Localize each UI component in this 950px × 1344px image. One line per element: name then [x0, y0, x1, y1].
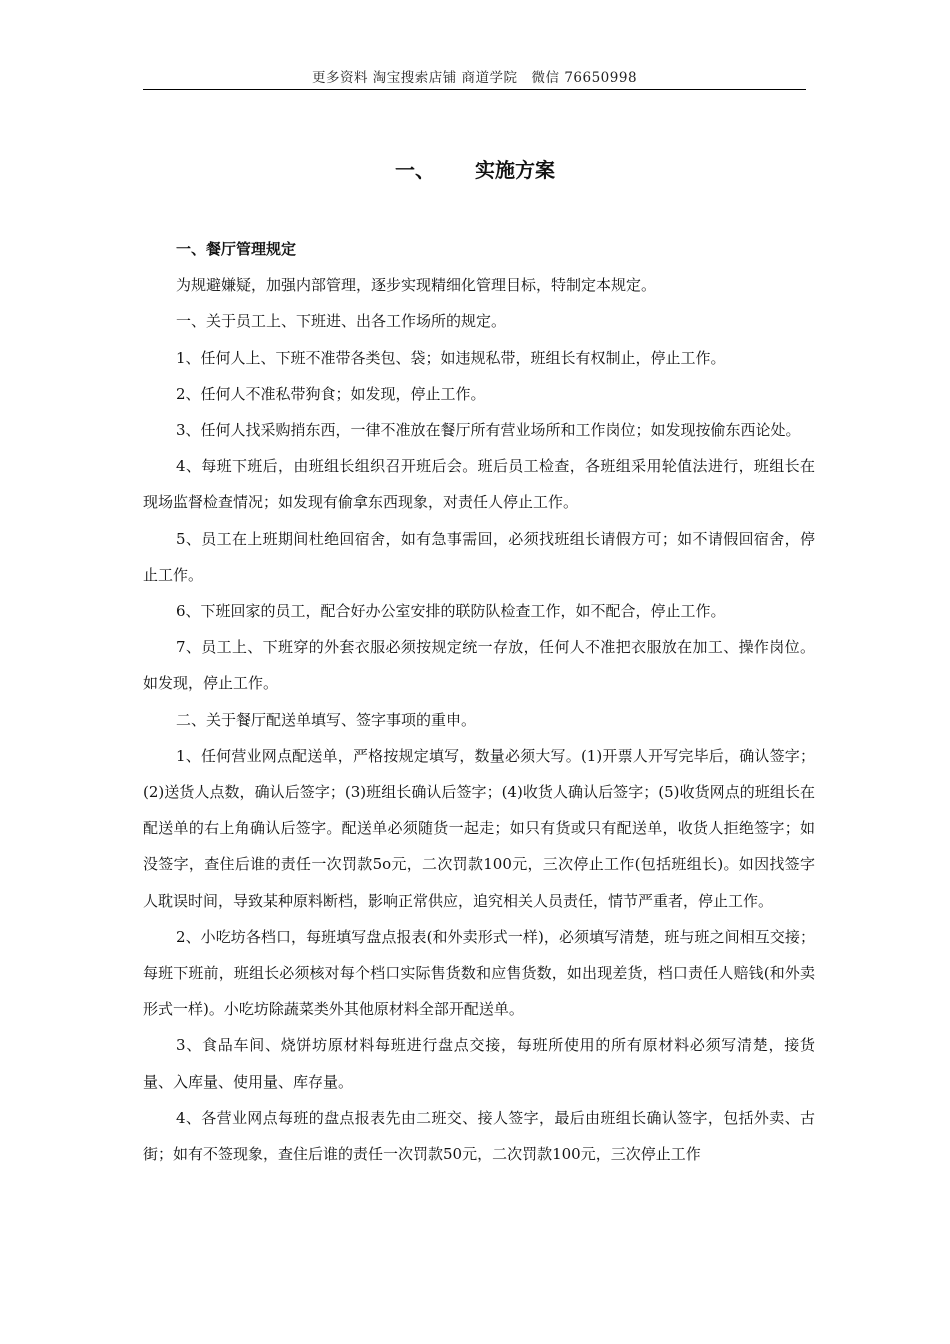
- page-title: [0, 156, 950, 184]
- title-number: 一、: [395, 158, 435, 182]
- rule-item: 3、任何人找采购捎东西，一律不准放在餐厅所有营业场所和工作岗位；如发现按偷东西论处。: [176, 421, 801, 440]
- page-header: [143, 68, 806, 90]
- intro-paragraph: 为规避嫌疑，加强内部管理，逐步实现精细化管理目标，特制定本规定。: [176, 276, 657, 295]
- rule-item: 2、小吃坊各档口，每班填写盘点报表(和外卖形式一样)，必须填写清楚，班与班之间相互交接；每班下班前，班组长必须核对每个档口实际售货数和应售货数，如出现差货，档口责任人赔钱(和外卖形式一样)。小吃坊除蔬菜类外其他原材料全部开配送单。: [143, 927, 815, 1019]
- header-text: 更多资料 淘宝搜索店铺 商道学院 微信 76650998: [311, 70, 638, 86]
- rule-heading-1: 一、关于员工上、下班进、出各工作场所的规定。: [176, 312, 507, 331]
- rule-item: 5、员工在上班期间杜绝回宿舍，如有急事需回，必须找班组长请假方可；如不请假回宿舍，停止工作。: [143, 529, 815, 584]
- rule-item: 1、任何人上、下班不准带各类包、袋；如违规私带，班组长有权制止，停止工作。: [176, 348, 726, 367]
- section-heading: 一、餐厅管理规定: [176, 240, 297, 258]
- document-body: [143, 231, 815, 1172]
- title-text: 实施方案: [475, 158, 555, 182]
- rule-item: 3、食品车间、烧饼坊原材料每班进行盘点交接，每班所使用的所有原材料必须写清楚，接货量、入库量、使用量、库存量。: [143, 1036, 815, 1091]
- rule-item: 7、员工上、下班穿的外套衣服必须按规定统一存放，任何人不准把衣服放在加工、操作岗位。如发现，停止工作。: [143, 638, 815, 693]
- rule-item: 2、任何人不准私带狗食；如发现，停止工作。: [176, 384, 486, 403]
- rule-item: 1、任何营业网点配送单，严格按规定填写，数量必须大写。(1)开票人开写完毕后，确认签字；(2)送货人点数，确认后签字；(3)班组长确认后签字；(4)收货人确认后签字；(5)收货网点的班组长在配送单的右上角确认后签字。配送单必须随货一起走；如只有货或只有配送单，收货人拒绝签字；如没签字，查住后谁的责任一次罚款5o元，二次罚款100元，三次停止工作(包括班组长)。如因找签字人耽误时间，导致某种原料断档，影响正常供应，追究相关人员责任，情节严重者，停止工作。: [143, 746, 815, 910]
- rule-item: 4、每班下班后，由班组长组织召开班后会。班后员工检查，各班组采用轮值法进行，班组长在现场监督检查情况；如发现有偷拿东西现象，对责任人停止工作。: [143, 457, 815, 512]
- rule-item: 4、各营业网点每班的盘点报表先由二班交、接人签字，最后由班组长确认签字，包括外卖、古街；如有不签现象，查住后谁的责任一次罚款50元，二次罚款100元，三次停止工作: [143, 1108, 815, 1164]
- rule-item: 6、下班回家的员工，配合好办公室安排的联防队检查工作，如不配合，停止工作。: [176, 602, 726, 621]
- rule-heading-2: 二、关于餐厅配送单填写、签字事项的重申。: [176, 710, 477, 729]
